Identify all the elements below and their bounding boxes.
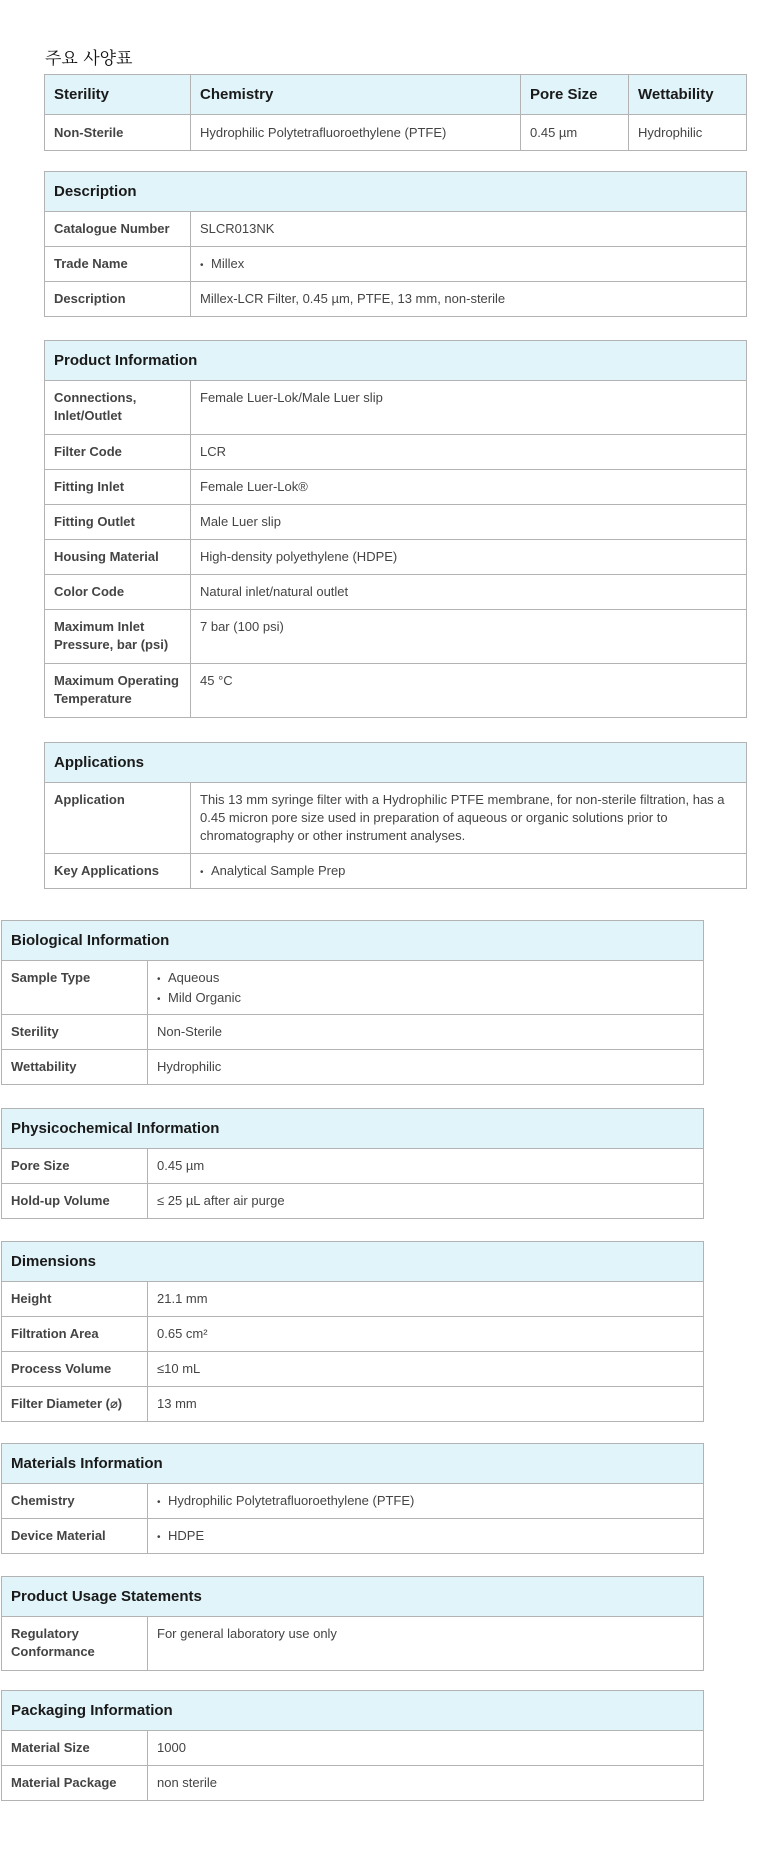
material-package-label: Material Package bbox=[2, 1766, 148, 1801]
device-material-value: • HDPE bbox=[157, 1527, 694, 1547]
dimension-label: Height bbox=[2, 1282, 148, 1317]
pore-size-value: 0.45 µm bbox=[148, 1149, 704, 1184]
physicochemical-information-title: Physicochemical Information bbox=[2, 1109, 704, 1149]
materials-information-table bbox=[1, 1443, 704, 1554]
product-row-label: Color Code bbox=[45, 575, 191, 610]
physicochemical-information-table bbox=[1, 1108, 704, 1219]
regulatory-conformance-value: For general laboratory use only bbox=[148, 1617, 704, 1671]
key-applications-label: Key Applications bbox=[45, 854, 191, 889]
spec-header-sterility: Sterility bbox=[45, 75, 191, 115]
product-row-value: 7 bar (100 psi) bbox=[191, 610, 747, 664]
dimension-label: Filtration Area bbox=[2, 1317, 148, 1352]
dimensions-table bbox=[1, 1241, 704, 1422]
product-row-label: Maximum Operating Temperature bbox=[45, 664, 191, 718]
product-usage-table bbox=[1, 1576, 704, 1671]
spec-table bbox=[44, 74, 747, 151]
device-material-label: Device Material bbox=[2, 1519, 148, 1554]
key-applications-cell bbox=[191, 854, 747, 889]
application-value: This 13 mm syringe filter with a Hydrophilic PTFE membrane, for non-sterile filtration, has a 0.45 micron pore size used in preparation of aqueous or organic solutions prior to chromatography or other instrument analyses. bbox=[191, 783, 747, 854]
product-row-value: Natural inlet/natural outlet bbox=[191, 575, 747, 610]
product-row-value: High-density polyethylene (HDPE) bbox=[191, 540, 747, 575]
spec-value-wettability: Hydrophilic bbox=[629, 115, 747, 151]
product-row-label: Connections, Inlet/Outlet bbox=[45, 381, 191, 435]
sample-type-cell bbox=[148, 961, 704, 1015]
chemistry-value: • Hydrophilic Polytetrafluoroethylene (PTFE) bbox=[157, 1492, 694, 1512]
dimension-value: 0.65 cm² bbox=[148, 1317, 704, 1352]
product-usage-title: Product Usage Statements bbox=[2, 1577, 704, 1617]
chemistry-label: Chemistry bbox=[2, 1484, 148, 1519]
dimension-value: 21.1 mm bbox=[148, 1282, 704, 1317]
key-application-item: • Analytical Sample Prep bbox=[200, 862, 737, 882]
material-size-label: Material Size bbox=[2, 1731, 148, 1766]
chemistry-cell bbox=[148, 1484, 704, 1519]
description-value: Millex-LCR Filter, 0.45 µm, PTFE, 13 mm, non-sterile bbox=[191, 282, 747, 317]
hold-up-volume-label: Hold-up Volume bbox=[2, 1184, 148, 1219]
spec-header-chemistry: Chemistry bbox=[191, 75, 521, 115]
trade-name-label: Trade Name bbox=[45, 247, 191, 282]
wettability-value: Hydrophilic bbox=[148, 1050, 704, 1085]
dimension-label: Process Volume bbox=[2, 1352, 148, 1387]
spec-header-pore-size: Pore Size bbox=[521, 75, 629, 115]
packaging-information-title: Packaging Information bbox=[2, 1691, 704, 1731]
dimension-value: ≤10 mL bbox=[148, 1352, 704, 1387]
material-package-value: non sterile bbox=[148, 1766, 704, 1801]
hold-up-volume-value: ≤ 25 µL after air purge bbox=[148, 1184, 704, 1219]
device-material-cell bbox=[148, 1519, 704, 1554]
product-row-label: Maximum Inlet Pressure, bar (psi) bbox=[45, 610, 191, 664]
regulatory-conformance-label: Regulatory Conformance bbox=[2, 1617, 148, 1671]
trade-name-cell bbox=[191, 247, 747, 282]
dimensions-title: Dimensions bbox=[2, 1242, 704, 1282]
application-label: Application bbox=[45, 783, 191, 854]
product-row-value: 45 °C bbox=[191, 664, 747, 718]
product-row-value: LCR bbox=[191, 435, 747, 470]
trade-name-value: • Millex bbox=[200, 255, 737, 275]
pore-size-label: Pore Size bbox=[2, 1149, 148, 1184]
sample-type-item: • Aqueous bbox=[157, 969, 694, 989]
description-title: Description bbox=[45, 172, 747, 212]
product-row-label: Fitting Outlet bbox=[45, 505, 191, 540]
biological-information-table bbox=[1, 920, 704, 1085]
product-information-table bbox=[44, 340, 747, 718]
product-row-label: Filter Code bbox=[45, 435, 191, 470]
applications-title: Applications bbox=[45, 743, 747, 783]
sample-type-item: • Mild Organic bbox=[157, 989, 694, 1009]
sterility-label: Sterility bbox=[2, 1015, 148, 1050]
sterility-value: Non-Sterile bbox=[148, 1015, 704, 1050]
material-size-value: 1000 bbox=[148, 1731, 704, 1766]
dimension-label: Filter Diameter (⌀) bbox=[2, 1387, 148, 1422]
spec-value-pore-size: 0.45 µm bbox=[521, 115, 629, 151]
product-information-title: Product Information bbox=[45, 341, 747, 381]
catalogue-number-value: SLCR013NK bbox=[191, 212, 747, 247]
spec-value-sterility: Non-Sterile bbox=[45, 115, 191, 151]
product-row-value: Female Luer-Lok/Male Luer slip bbox=[191, 381, 747, 435]
product-row-label: Housing Material bbox=[45, 540, 191, 575]
product-row-value: Female Luer-Lok® bbox=[191, 470, 747, 505]
biological-information-title: Biological Information bbox=[2, 921, 704, 961]
product-row-value: Male Luer slip bbox=[191, 505, 747, 540]
catalogue-number-label: Catalogue Number bbox=[45, 212, 191, 247]
page-title: 주요 사양표 bbox=[45, 49, 133, 69]
product-row-label: Fitting Inlet bbox=[45, 470, 191, 505]
wettability-label: Wettability bbox=[2, 1050, 148, 1085]
description-label: Description bbox=[45, 282, 191, 317]
materials-information-title: Materials Information bbox=[2, 1444, 704, 1484]
packaging-information-table bbox=[1, 1690, 704, 1801]
description-table bbox=[44, 171, 747, 317]
spec-header-wettability: Wettability bbox=[629, 75, 747, 115]
spec-value-chemistry: Hydrophilic Polytetrafluoroethylene (PTFE) bbox=[191, 115, 521, 151]
sample-type-label: Sample Type bbox=[2, 961, 148, 1015]
applications-table bbox=[44, 742, 747, 889]
dimension-value: 13 mm bbox=[148, 1387, 704, 1422]
